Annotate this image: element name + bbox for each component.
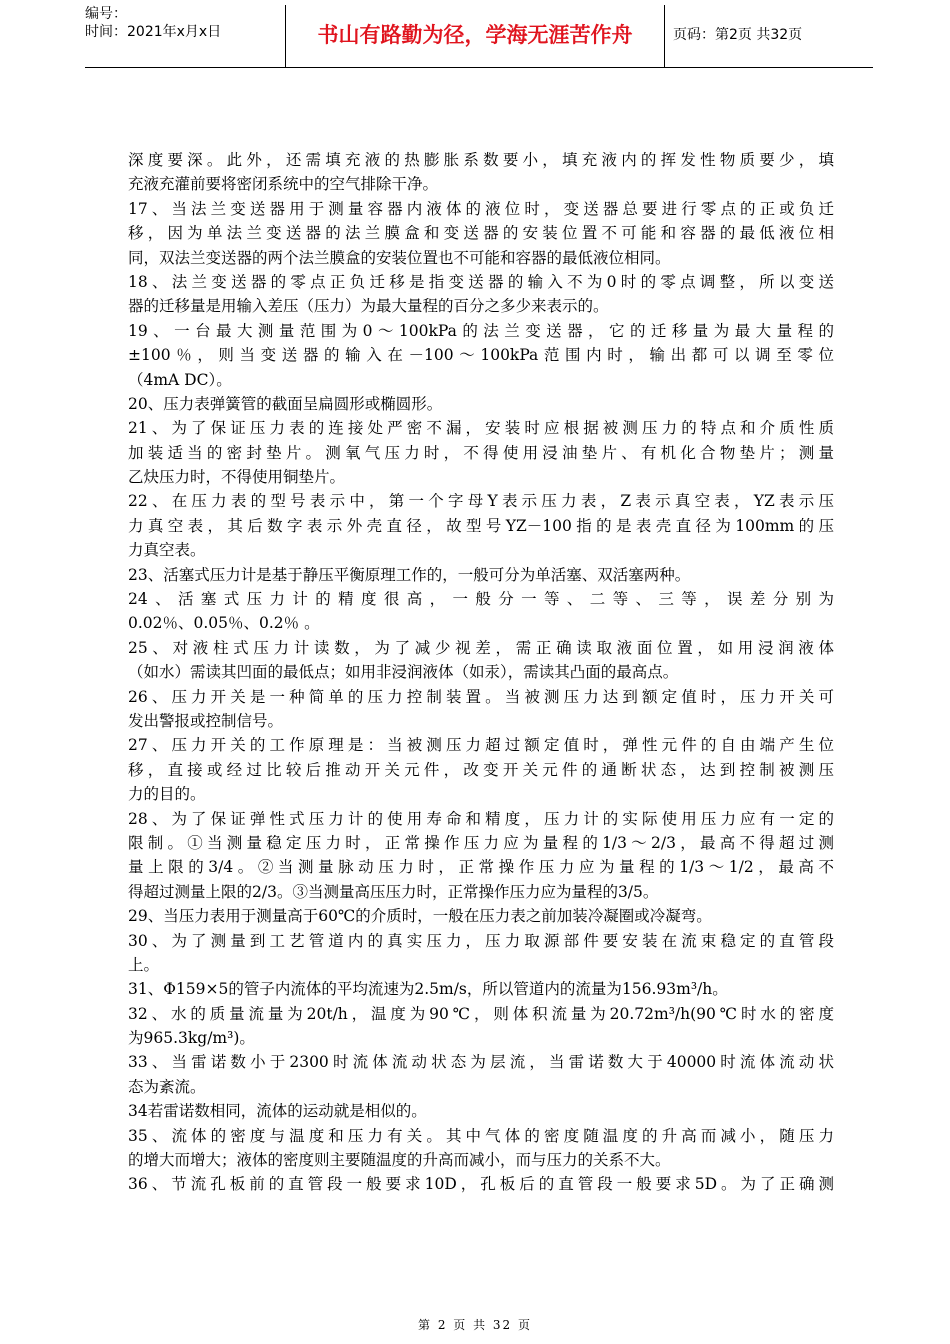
body-text-line: 27、压力开关的工作原理是：当被测压力超过额定值时，弹性元件的自由端产生位 <box>128 736 834 755</box>
body-text-line: 21、为了保证压力表的连接处严密不漏，安装时应根据被测压力的特点和介质性质 <box>128 419 834 438</box>
page-header <box>85 5 873 68</box>
body-text-line: 23、活塞式压力计是基于静压平衡原理工作的，一般可分为单活塞、双活塞两种。 <box>128 565 691 584</box>
body-text-line: 深度要深。此外，还需填充液的热膨胀系数要小，填充液内的挥发性物质要少，填 <box>128 151 834 169</box>
body-text-line: 32、水的质量流量为20t/h，温度为90℃，则体积流量为20.72m³/h(90℃时水的密度 <box>128 1004 834 1023</box>
body-text-line: 限制。①当测量稳定压力时，正常操作压力应为量程的1/3～2/3，最高不得超过测 <box>128 833 834 852</box>
body-text-line: 20、压力表弹簧管的截面呈扁圆形或椭圆形。 <box>128 394 443 413</box>
body-text-line: 18、法兰变送器的零点正负迁移是指变送器的输入不为0时的零点调整，所以变送 <box>128 272 834 291</box>
body-text-line: 乙炔压力时，不得使用铜垫片。 <box>128 468 346 487</box>
body-text-line: （如水）需读其凹面的最低点；如用非浸润液体（如汞），需读其凸面的最高点。 <box>128 663 679 682</box>
document-date: 时间：2021年x月x日 <box>85 24 222 40</box>
body-text-line: 29、当压力表用于测量高于60℃的介质时，一般在压力表之前加装冷凝圈或冷凝弯。 <box>128 907 712 926</box>
body-text-line: 得超过测量上限的2/3。③当测量高压压力时，正常操作压力应为量程的3/5。 <box>128 882 659 901</box>
body-text-line: 33、当雷诺数小于2300时流体流动状态为层流，当雷诺数大于40000时流体流动状 <box>128 1053 834 1072</box>
body-text-line: 力的目的。 <box>128 785 206 804</box>
body-text-line: 加装适当的密封垫片。测氧气压力时，不得使用浸油垫片、有机化合物垫片；测量 <box>128 443 834 462</box>
body-text-line: 24、活塞式压力计的精度很高，一般分一等、二等、三等，误差分别为 <box>128 590 834 609</box>
body-text-line: 移，因为单法兰变送器的法兰膜盒和变送器的安装位置不可能和容器的最低液位相 <box>128 224 834 243</box>
body-text-line: 充液充灌前要将密闭系统中的空气排除干净。 <box>128 175 439 194</box>
header-page-info: 页码：第2页 共32页 <box>673 27 803 43</box>
body-text-line: 19、一台最大测量范围为0～100kPa的法兰变送器，它的迁移量为最大量程的 <box>128 321 834 340</box>
body-text-line: 力真空表，其后数字表示外壳直径，故型号YZ－100指的是表壳直径为100mm的压 <box>128 516 834 535</box>
body-text-line: 31、Φ159×5的管子内流体的平均流速为2.5m/s，所以管道内的流量为156.93m³/h。 <box>128 980 728 999</box>
body-text-line: 态为紊流。 <box>128 1077 206 1096</box>
body-text-line: 30、为了测量到工艺管道内的真实压力，压力取源部件要安装在流束稳定的直管段 <box>128 931 834 950</box>
body-text-line: 25、对液柱式压力计读数，为了减少视差，需正确读取液面位置，如用浸润液体 <box>128 638 834 657</box>
body-text-line: 17、当法兰变送器用于测量容器内液体的液位时，变送器总要进行零点的正或负迁 <box>128 199 834 218</box>
body-text-line: 28、为了保证弹性式压力计的使用寿命和精度，压力计的实际使用压力应有一定的 <box>128 809 834 828</box>
body-text-line: （4mA DC）。 <box>128 370 232 389</box>
body-text-line: 上。 <box>128 955 160 974</box>
document-body <box>128 148 834 1197</box>
page-footer: 第 2 页 共 32 页 <box>418 1318 532 1332</box>
body-text-line: 移，直接或经过比较后推动开关元件，改变开关元件的通断状态，达到控制被测压 <box>128 760 834 779</box>
body-text-line: 力真空表。 <box>128 541 206 560</box>
body-text-line: 为965.3kg/m³)。 <box>128 1029 255 1048</box>
body-text-line: 36、节流孔板前的直管段一般要求10D，孔板后的直管段一般要求5D。为了正确测 <box>128 1175 834 1194</box>
header-meta <box>85 5 285 67</box>
body-text-line: 35、流体的密度与温度和压力有关。其中气体的密度随温度的升高而减小，随压力 <box>128 1126 834 1145</box>
body-text-line: 0.02％、0.05％、0.2％ 。 <box>128 614 320 633</box>
body-text-line: 26、压力开关是一种简单的压力控制装置。当被测压力达到额定值时，压力开关可 <box>128 687 834 706</box>
header-motto: 书山有路勤为径，学海无涯苦作舟 <box>317 22 633 47</box>
body-text-line: 发出警报或控制信号。 <box>128 711 284 730</box>
header-divider <box>664 5 665 67</box>
body-text-line: 器的迁移量是用输入差压（压力）为最大量程的百分之多少来表示的。 <box>128 297 609 316</box>
body-text-line: ±100％，则当变送器的输入在－100～100kPa范围内时，输出都可以调至零位 <box>128 346 834 365</box>
body-text-line: 同，双法兰变送器的两个法兰膜盒的安装位置也不可能和容器的最低液位相同。 <box>128 248 671 267</box>
body-text-line: 的增大而增大；液体的密度则主要随温度的升高而减小，而与压力的关系不大。 <box>128 1151 671 1170</box>
body-text-line: 34若雷诺数相同，流体的运动就是相似的。 <box>128 1102 427 1121</box>
body-text-line: 量上限的3/4。②当测量脉动压力时，正常操作压力应为量程的1/3～1/2，最高不 <box>128 858 834 877</box>
document-number-label: 编号： <box>85 6 127 22</box>
body-text-line: 22、在压力表的型号表示中，第一个字母Y表示压力表，Z表示真空表，YZ表示压 <box>128 492 834 511</box>
